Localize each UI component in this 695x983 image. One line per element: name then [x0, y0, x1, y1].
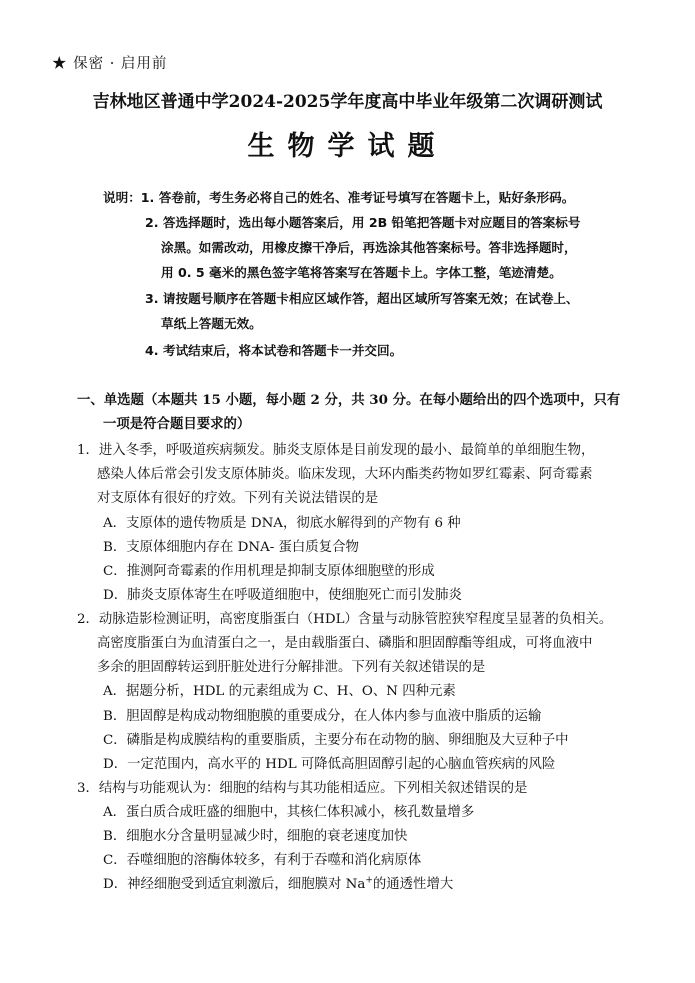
question-2-option-c: C．磷脂是构成膜结构的重要脂质，主要分布在动物的脑、卵细胞及大豆种子中	[103, 733, 569, 748]
sodium-charge-superscript: +	[365, 875, 373, 886]
question-3-stem: 3．结构与功能观认为：细胞的结构与其功能相适应。下列相关叙述错误的是	[77, 781, 528, 796]
option-d-text: D．神经细胞受到适宜刺激后，细胞膜对 Na	[103, 877, 366, 892]
question-3-option-b: B．细胞水分含量明显减少时，细胞的衰老速度加快	[103, 829, 408, 844]
instruction-line: 2. 答选择题时，选出每小题答案后，用 2B 铅笔把答题卡对应题目的答案标号	[145, 215, 581, 230]
question-2-stem: 高密度脂蛋白为血清蛋白之一，是由载脂蛋白、磷脂和胆固醇酯等组成，可将血液中	[97, 636, 593, 651]
question-2-stem: 2．动脉造影检测证明，高密度脂蛋白（HDL）含量与动脉管腔狭窄程度呈显著的负相关。	[77, 612, 613, 627]
question-2-stem: 多余的胆固醇转运到肝脏处进行分解排泄。下列有关叙述错误的是	[97, 660, 486, 675]
instruction-line: 草纸上答题无效。	[161, 316, 262, 331]
question-2-option-d: D．一定范围内，高水平的 HDL 可降低高胆固醇引起的心脑血管疾病的风险	[103, 757, 556, 772]
question-1-option-a: A．支原体的遗传物质是 DNA，彻底水解得到的产物有 6 种	[103, 516, 461, 531]
question-3-option-c: C．吞噬细胞的溶酶体较多，有利于吞噬和消化病原体	[103, 853, 422, 868]
question-2-option-b: B．胆固醇是构成动物细胞膜的重要成分，在人体内参与血液中脂质的运输	[103, 709, 542, 724]
instruction-line: 4. 考试结束后，将本试卷和答题卡一并交回。	[145, 343, 403, 358]
subject-title: 生物学试题	[247, 131, 448, 162]
exam-title: 吉林地区普通中学2024-2025学年度高中毕业年级第二次调研测试	[92, 92, 603, 112]
question-1-stem: 感染人体后常会引发支原体肺炎。临床发现，大环内酯类药物如罗红霉素、阿奇霉素	[97, 467, 593, 482]
option-d-text-end: 的通透性增大	[372, 877, 454, 892]
question-1-stem: 1．进入冬季，呼吸道疾病频发。肺炎支原体是目前发现的最小、最简单的单细胞生物，	[77, 443, 595, 458]
instruction-line: 用 0. 5 毫米的黑色签字笔将答案写在答题卡上。字体工整，笔迹清楚。	[161, 265, 562, 280]
question-1-option-c: C．推测阿奇霉素的作用机理是抑制支原体细胞壁的形成	[103, 564, 435, 579]
instruction-line: 涂黑。如需改动，用橡皮擦干净后，再选涂其他答案标号。答非选择题时，	[161, 240, 577, 255]
question-3-option-a: A．蛋白质合成旺盛的细胞中，其核仁体积减小，核孔数量增多	[103, 805, 475, 820]
instruction-line: 说明：1. 答卷前，考生务必将自己的姓名、准考证号填写在答题卡上，贴好条形码。	[103, 190, 575, 205]
instruction-line: 3. 请按题号顺序在答题卡相应区域作答，超出区域所写答案无效；在试卷上、	[145, 291, 579, 306]
question-1-stem: 对支原体有很好的疗效。下列有关说法错误的是	[97, 491, 379, 506]
question-1-option-b: B．支原体细胞内存在 DNA- 蛋白质复合物	[103, 540, 359, 555]
question-1-option-d: D．肺炎支原体寄生在呼吸道细胞中，使细胞死亡而引发肺炎	[103, 588, 462, 603]
question-2-option-a: A．据题分析，HDL 的元素组成为 C、H、O、N 四种元素	[103, 684, 456, 699]
section-heading-cont: 一项是符合题目要求的）	[103, 416, 251, 432]
section-heading: 一、单选题（本题共 15 小题，每小题 2 分，共 30 分。在每小题给出的四个选项中，只有	[77, 392, 621, 408]
confidential-label: ★ 保密 · 启用前	[52, 56, 168, 72]
question-3-option-d	[103, 873, 453, 892]
